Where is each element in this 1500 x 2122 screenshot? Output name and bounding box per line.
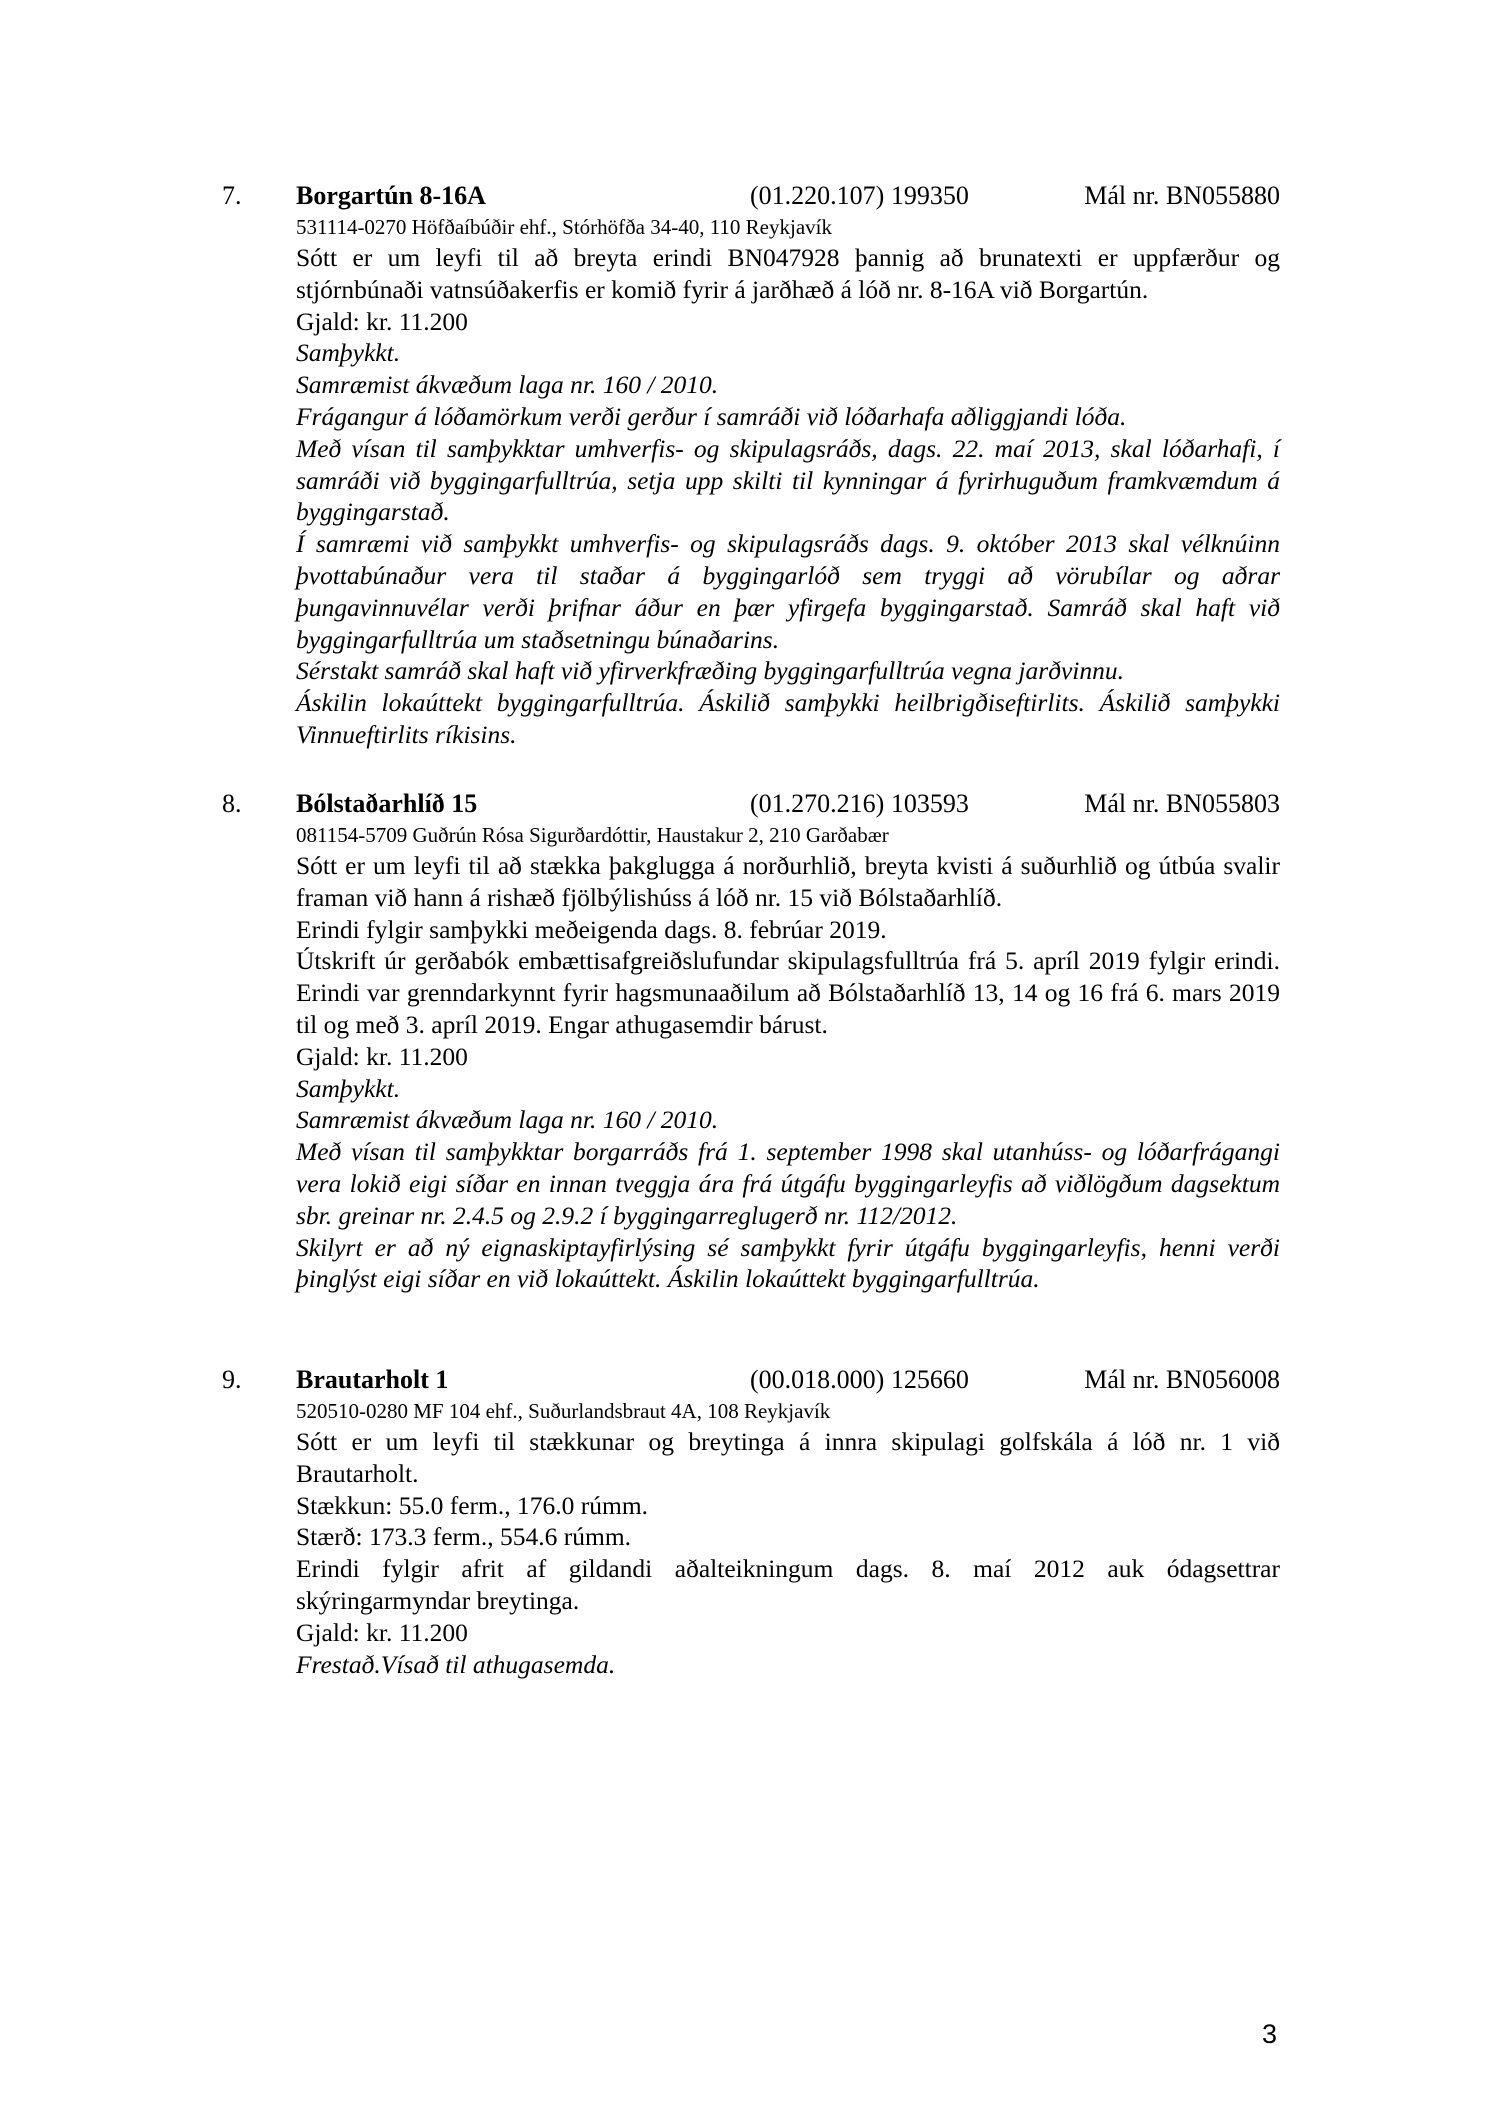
paragraph: Útskrift úr gerðabók embættisafgreiðslufundar skipulagsfulltrúa frá 5. apríl 2019 fylgir erindi. Erindi var grenndarkynnt fyrir hagsmunaaðilum að Bólstaðarhlíð 13, 14 og 16 frá 6. mars 2019 til og með 3. apríl 2019. Engar athugasemdir bárust.	[296, 946, 1280, 1039]
paragraph: Frágangur á lóðamörkum verði gerður í samráði við lóðarhafa aðliggjandi lóða.	[296, 401, 1127, 431]
item-header	[296, 1364, 1280, 1396]
paragraph: Gjald: kr. 11.200	[296, 1617, 468, 1647]
paragraph: Sótt er um leyfi til að stækka þakglugga á norðurhlið, breyta kvisti á suðurhlið og útbúa svalir framan við hann á rishæð fjölbýlishúss á lóð nr. 15 við Bólstaðarhlíð.	[296, 851, 1280, 912]
paragraph: Með vísan til samþykktar borgarráðs frá 1. september 1998 skal utanhúss- og lóðarfrágangi vera lokið eigi síðar en innan tveggja ára frá útgáfu byggingarleyfis að viðlögðum dagsektum sbr. greinar nr. 2.4.5 og 2.9.2 í byggingarreglugerð nr. 112/2012.	[296, 1137, 1280, 1230]
item-case-number: Mál nr. BN055803	[1084, 789, 1280, 818]
item-address: Brautarholt 1	[296, 1365, 449, 1394]
paragraph: Í samræmi við samþykkt umhverfis- og skipulagsráðs dags. 9. október 2013 skal vélknúinn þvottabúnaður vera til staðar á byggingarlóð sem tryggi að vörubílar og aðrar þungavinnuvélar verði þrifnar áður en þær yfirgefa byggingarstað. Samráð skal haft við byggingarfulltrúa um staðsetningu búnaðarins.	[296, 529, 1280, 654]
item-applicant: 531114-0270 Höfðaíbúðir ehf., Stórhöfða 34-40, 110 Reykjavík	[296, 215, 832, 239]
item-number: 7.	[222, 181, 242, 210]
item-body	[296, 212, 1280, 751]
paragraph: Erindi fylgir afrit af gildandi aðalteikningum dags. 8. maí 2012 auk ódagsettrar skýringarmyndar breytinga.	[296, 1554, 1280, 1615]
item-land-number: (01.270.216) 103593	[750, 789, 969, 818]
paragraph: Sótt er um leyfi til að breyta erindi BN047928 þannig að brunatexti er uppfærður og stjórnbúnaði vatnsúðakerfis er komið fyrir á jarðhæð á lóð nr. 8-16A við Borgartún.	[296, 243, 1280, 304]
item-land-number: (01.220.107) 199350	[750, 181, 969, 210]
item-address: Borgartún 8-16A	[296, 181, 486, 210]
paragraph: Frestað.Vísað til athugasemda.	[296, 1649, 616, 1679]
paragraph: Sérstakt samráð skal haft við yfirverkfræðing byggingarfulltrúa vegna jarðvinnu.	[296, 656, 1124, 686]
item-number: 8.	[222, 789, 242, 818]
paragraph: Erindi fylgir samþykki meðeigenda dags. 8. febrúar 2019.	[296, 914, 887, 944]
item-case-number: Mál nr. BN056008	[1084, 1365, 1280, 1394]
paragraph: Samræmist ákvæðum laga nr. 160 / 2010.	[296, 370, 719, 400]
item-body	[296, 820, 1280, 1295]
item-land-number: (00.018.000) 125660	[750, 1365, 969, 1394]
item-applicant: 520510-0280 MF 104 ehf., Suðurlandsbraut 4A, 108 Reykjavík	[296, 1399, 831, 1423]
paragraph: Stækkun: 55.0 ferm., 176.0 rúmm.	[296, 1490, 649, 1520]
page-number: 3	[1262, 2019, 1278, 2049]
item-body	[296, 1396, 1280, 1680]
paragraph: Sótt er um leyfi til stækkunar og breytinga á innra skipulagi golfskála á lóð nr. 1 við Brautarholt.	[296, 1427, 1280, 1488]
item-number: 9.	[222, 1365, 242, 1394]
paragraph: Samþykkt.	[296, 1073, 401, 1103]
item-header	[296, 788, 1280, 820]
paragraph: Gjald: kr. 11.200	[296, 306, 468, 336]
paragraph: Áskilin lokaúttekt byggingarfulltrúa. Áskilið samþykki heilbrigðiseftirlits. Áskilið samþykki Vinnueftirlits ríkisins.	[296, 688, 1280, 749]
paragraph: Samþykkt.	[296, 338, 401, 368]
paragraph: Skilyrt er að ný eignaskiptayfirlýsing sé samþykkt fyrir útgáfu byggingarleyfis, henni verði þinglýst eigi síðar en við lokaúttekt. Áskilin lokaúttekt byggingarfulltrúa.	[296, 1232, 1280, 1294]
paragraph: Samræmist ákvæðum laga nr. 160 / 2010.	[296, 1105, 719, 1135]
paragraph: Stærð: 173.3 ferm., 554.6 rúmm.	[296, 1522, 632, 1552]
paragraph: Gjald: kr. 11.200	[296, 1041, 468, 1071]
item-case-number: Mál nr. BN055880	[1084, 181, 1280, 210]
paragraph: Með vísan til samþykktar umhverfis- og skipulagsráðs, dags. 22. maí 2013, skal lóðarhafi, í samráði við byggingarfulltrúa, setja upp skilti til kynningar á fyrirhuguðum framkvæmdum á byggingarstað.	[296, 433, 1280, 527]
item-applicant: 081154-5709 Guðrún Rósa Sigurðardóttir, Haustakur 2, 210 Garðabær	[296, 823, 889, 847]
item-address: Bólstaðarhlíð 15	[296, 789, 478, 818]
item-header	[296, 180, 1280, 212]
